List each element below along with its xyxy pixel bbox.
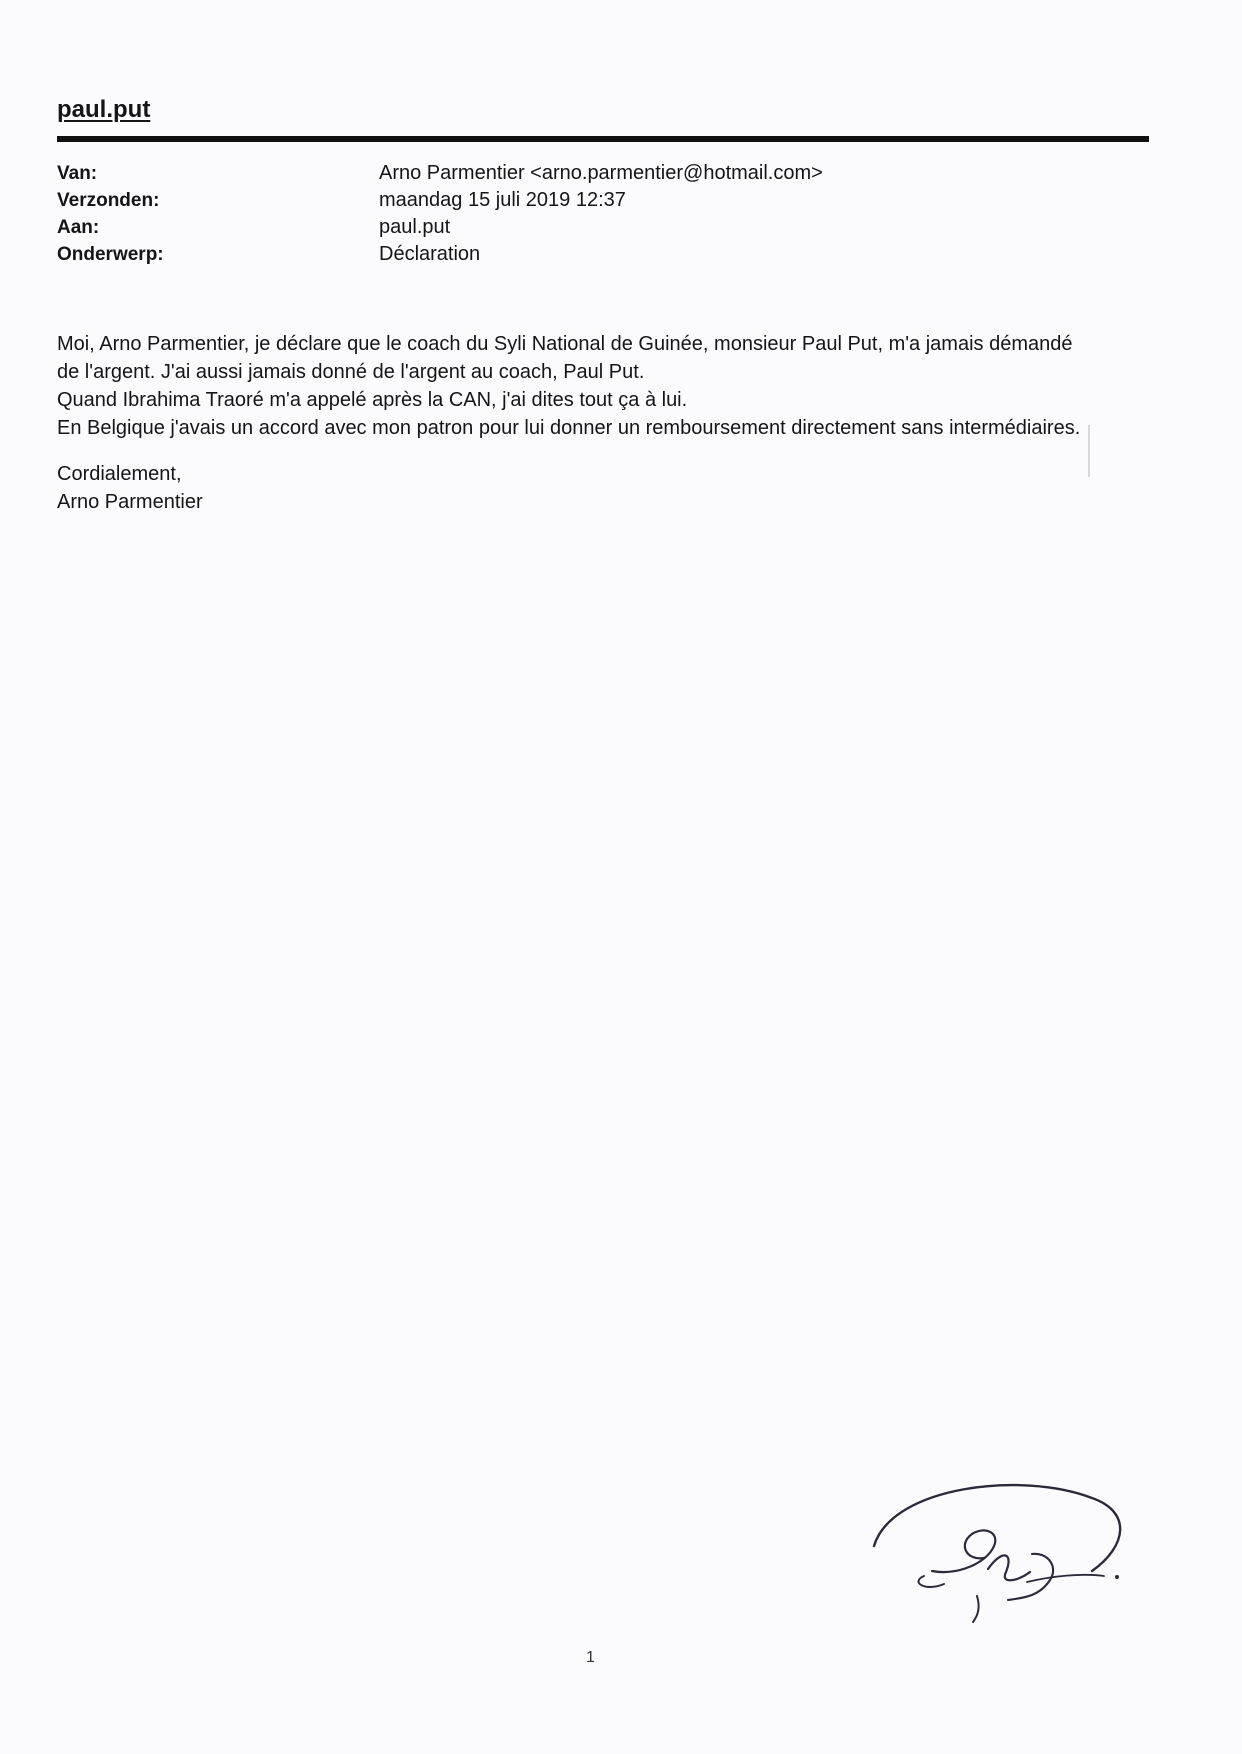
sent-label: Verzonden: — [57, 190, 160, 211]
email-metadata — [57, 160, 1057, 268]
body-line: de l'argent. J'ai aussi jamais donné de l'argent au coach, Paul Put. — [57, 361, 645, 383]
scan-artifact — [1088, 425, 1090, 477]
email-body — [57, 330, 1177, 442]
subject-value: Déclaration — [379, 243, 481, 265]
to-label: Aan: — [57, 217, 100, 238]
handwritten-signature-icon — [862, 1426, 1162, 1646]
page-number: 1 — [586, 1649, 595, 1666]
email-closing — [57, 460, 203, 516]
meta-row-subject — [57, 241, 1057, 268]
to-value: paul.put — [379, 216, 451, 238]
sent-value: maandag 15 juli 2019 12:37 — [379, 189, 626, 211]
header-divider — [57, 136, 1149, 142]
meta-row-from — [57, 160, 1057, 187]
salutation: Cordialement, — [57, 463, 182, 485]
from-value: Arno Parmentier <arno.parmentier@hotmail.com> — [379, 162, 823, 184]
body-line: Quand Ibrahima Traoré m'a appelé après la CAN, j'ai dites tout ça à lui. — [57, 389, 688, 411]
sender-name: Arno Parmentier — [57, 491, 203, 513]
subject-label: Onderwerp: — [57, 244, 164, 265]
body-line: Moi, Arno Parmentier, je déclare que le coach du Syli National de Guinée, monsieur Paul Put, m'a jamais démandé — [57, 333, 1073, 355]
from-label: Van: — [57, 163, 98, 184]
email-header — [57, 96, 1149, 124]
meta-row-to — [57, 214, 1057, 241]
body-line: En Belgique j'avais un accord avec mon patron pour lui donner un remboursement directement sans intermédiaires. — [57, 417, 1081, 439]
page-title: paul.put — [57, 96, 151, 123]
meta-row-sent — [57, 187, 1057, 214]
